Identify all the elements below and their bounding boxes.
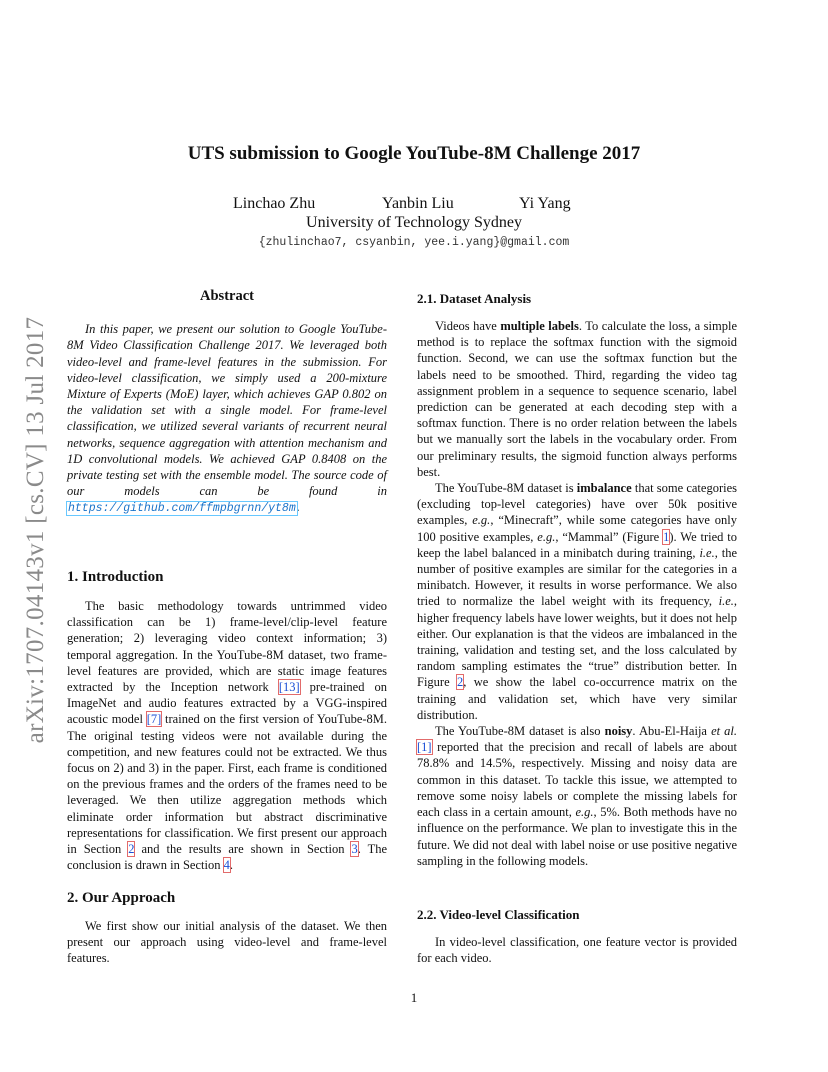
author-name: Yi Yang bbox=[519, 195, 571, 212]
bold-term: noisy bbox=[604, 724, 633, 739]
affiliation: University of Technology Sydney bbox=[306, 214, 522, 231]
bold-term: imbalance bbox=[576, 481, 632, 496]
italic-term: i.e. bbox=[699, 545, 715, 560]
source-code-link[interactable]: https://github.com/ffmpbgrnn/yt8m bbox=[68, 502, 296, 516]
videolevel-heading: 2.2. Video-level Classification bbox=[417, 907, 580, 922]
body-text: Videos have bbox=[435, 319, 497, 333]
intro-text: . The conclusion is drawn in Section bbox=[67, 842, 388, 873]
italic-term: i.e. bbox=[718, 594, 734, 609]
citation-link[interactable]: [13] bbox=[278, 680, 300, 695]
paper-title: UTS submission to Google YouTube-8M Challenge 2017 bbox=[187, 143, 641, 164]
intro-text: trained on the first version of YouTube-8M. The original testing videos were not available during the competition, and new features could not be extracted. We thus focus on 2) and 3) in the paper. First, each frame is conditioned on the previous frames and the orders of the frames need to be leveraged. We then utilize aggregation methods which eliminate order information but abstract discriminative representations for classification. We first present our approach in Section bbox=[67, 712, 388, 857]
intro-text: and the results are shown in Section bbox=[141, 842, 345, 857]
videolevel-section bbox=[417, 906, 737, 966]
citation-link[interactable]: [1] bbox=[417, 740, 432, 755]
body-text: , 5%. Both methods have no influence on the performance. We plan to investigate this in the future. We did not deal with label noise or use positive negative sampling in the following models. bbox=[417, 805, 737, 868]
body-text: that some categories (excluding top-level categories) have over 50k positive examples, bbox=[417, 481, 738, 528]
page-number: 1 bbox=[410, 990, 418, 1005]
figure-link[interactable]: 2 bbox=[457, 675, 464, 690]
videolevel-text: In video-level classification, one feature vector is provided for each video. bbox=[417, 935, 737, 966]
section-link[interactable]: 3 bbox=[351, 842, 358, 857]
abstract-text bbox=[67, 321, 387, 517]
approach-text: We first show our initial analysis of the dataset. We then present our approach using video-level and frame-level features. bbox=[67, 919, 387, 966]
intro-heading: 1. Introduction bbox=[67, 569, 164, 585]
italic-term: e.g. bbox=[537, 529, 556, 544]
body-text: The YouTube-8M dataset is bbox=[435, 481, 574, 496]
intro-text: . bbox=[229, 858, 233, 873]
author-emails: {zhulinchao7, csyanbin, yee.i.yang}@gmail.com bbox=[258, 236, 570, 249]
intro-section bbox=[67, 568, 387, 873]
approach-section bbox=[67, 889, 387, 967]
intro-paragraph bbox=[67, 598, 387, 873]
arxiv-id: arXiv:1707.04143v1 [cs.CV] 13 Jul 2017 bbox=[22, 316, 49, 744]
italic-term: et al. bbox=[711, 724, 738, 739]
intro-text: pre-trained on ImageNet and audio features extracted by a VGG-inspired acoustic model bbox=[67, 680, 387, 727]
body-text: . Abu-El-Haija bbox=[632, 724, 707, 739]
abstract-heading: Abstract bbox=[200, 288, 254, 304]
body-text: , “Minecraft”, while some categories have only 100 positive examples, bbox=[417, 513, 737, 544]
italic-term: e.g. bbox=[575, 805, 594, 820]
abstract-body: In this paper, we present our solution to Google YouTube-8M Video Classification Challenge 2017. We leveraged both video-level and frame-level features in the submission. For video-level classification, we simply used a 200-mixture Mixture of Experts (MoE) layer, which achieves GAP 0.802 on the validation set with a single model. For frame-level classification, we utilized several variants of recurrent neural networks, sequence aggregation with attention mechanism and 1D convolutional models. We achieved GAP 0.8408 on the private testing set with the ensemble model. The source code of our models can be found in bbox=[67, 322, 387, 499]
body-text: ). We tried to keep the label balanced in a minibatch during training, bbox=[417, 529, 737, 560]
abstract-end: . bbox=[296, 500, 300, 515]
body-text: , we show the label co-occurrence matrix on the training and validation set, which have very similar distribution. bbox=[417, 675, 737, 722]
body-text: , higher frequency labels have lower weights, but it does not help either. Our explanation is that the videos are imbalanced in the training, validation and testing set, and the loss calculated by random sampling estimates the “true” distribution better. In Figure bbox=[417, 594, 738, 690]
figure-link[interactable]: 1 bbox=[663, 529, 670, 544]
bold-term: multiple labels bbox=[500, 319, 579, 333]
approach-heading: 2. Our Approach bbox=[67, 890, 176, 906]
dataset-paragraph bbox=[417, 480, 737, 723]
dataset-paragraph bbox=[417, 318, 737, 480]
dataset-section bbox=[417, 290, 737, 869]
italic-term: e.g. bbox=[472, 513, 491, 528]
citation-link[interactable]: [7] bbox=[146, 712, 162, 727]
body-text: reported that the precision and recall of labels are about 78.8% and 14.5%, respectively. Missing and noisy data are common in this dataset. To tackle this issue, we attempted to remove some noisy labels or complete the missing labels for each class in a certain amount, bbox=[417, 740, 737, 820]
body-text: The YouTube-8M dataset is also bbox=[435, 724, 601, 739]
section-link[interactable]: 4 bbox=[223, 858, 230, 873]
dataset-heading: 2.1. Dataset Analysis bbox=[417, 291, 532, 306]
body-text: , “Mammal” (Figure bbox=[555, 529, 660, 544]
body-text: . To calculate the loss, a simple method is to replace the softmax function with the sigmoid function. Second, we can use the softmax function but the labels need to be smoothed. Third, regarding the video tag assignment problem in a sequence to sequence scenario, label prediction can be generated at each decoding step with a softmax function. There is no order relation between the labels but we manually sort the labels in the vocabulary order. From our preliminary results, the sigmoid function always performs best. bbox=[417, 319, 737, 479]
intro-text: The basic methodology towards untrimmed video classification can be 1) frame-level/clip-level feature generation; 2) leveraging video context information; 3) temporal aggregation. In the YouTube-8M dataset, two frame-level features are provided, which are static image features extracted by the Inception network bbox=[67, 599, 387, 695]
body-text: , the number of positive examples are similar for the categories in a minibatch. However, it results in worse performance. We also tried to normalize the label weight with its frequency, bbox=[417, 545, 737, 609]
dataset-paragraph bbox=[417, 723, 737, 869]
left-column bbox=[67, 288, 387, 518]
author-name: Linchao Zhu bbox=[233, 195, 316, 212]
author-name: Yanbin Liu bbox=[382, 195, 454, 212]
section-link[interactable]: 2 bbox=[128, 842, 135, 857]
